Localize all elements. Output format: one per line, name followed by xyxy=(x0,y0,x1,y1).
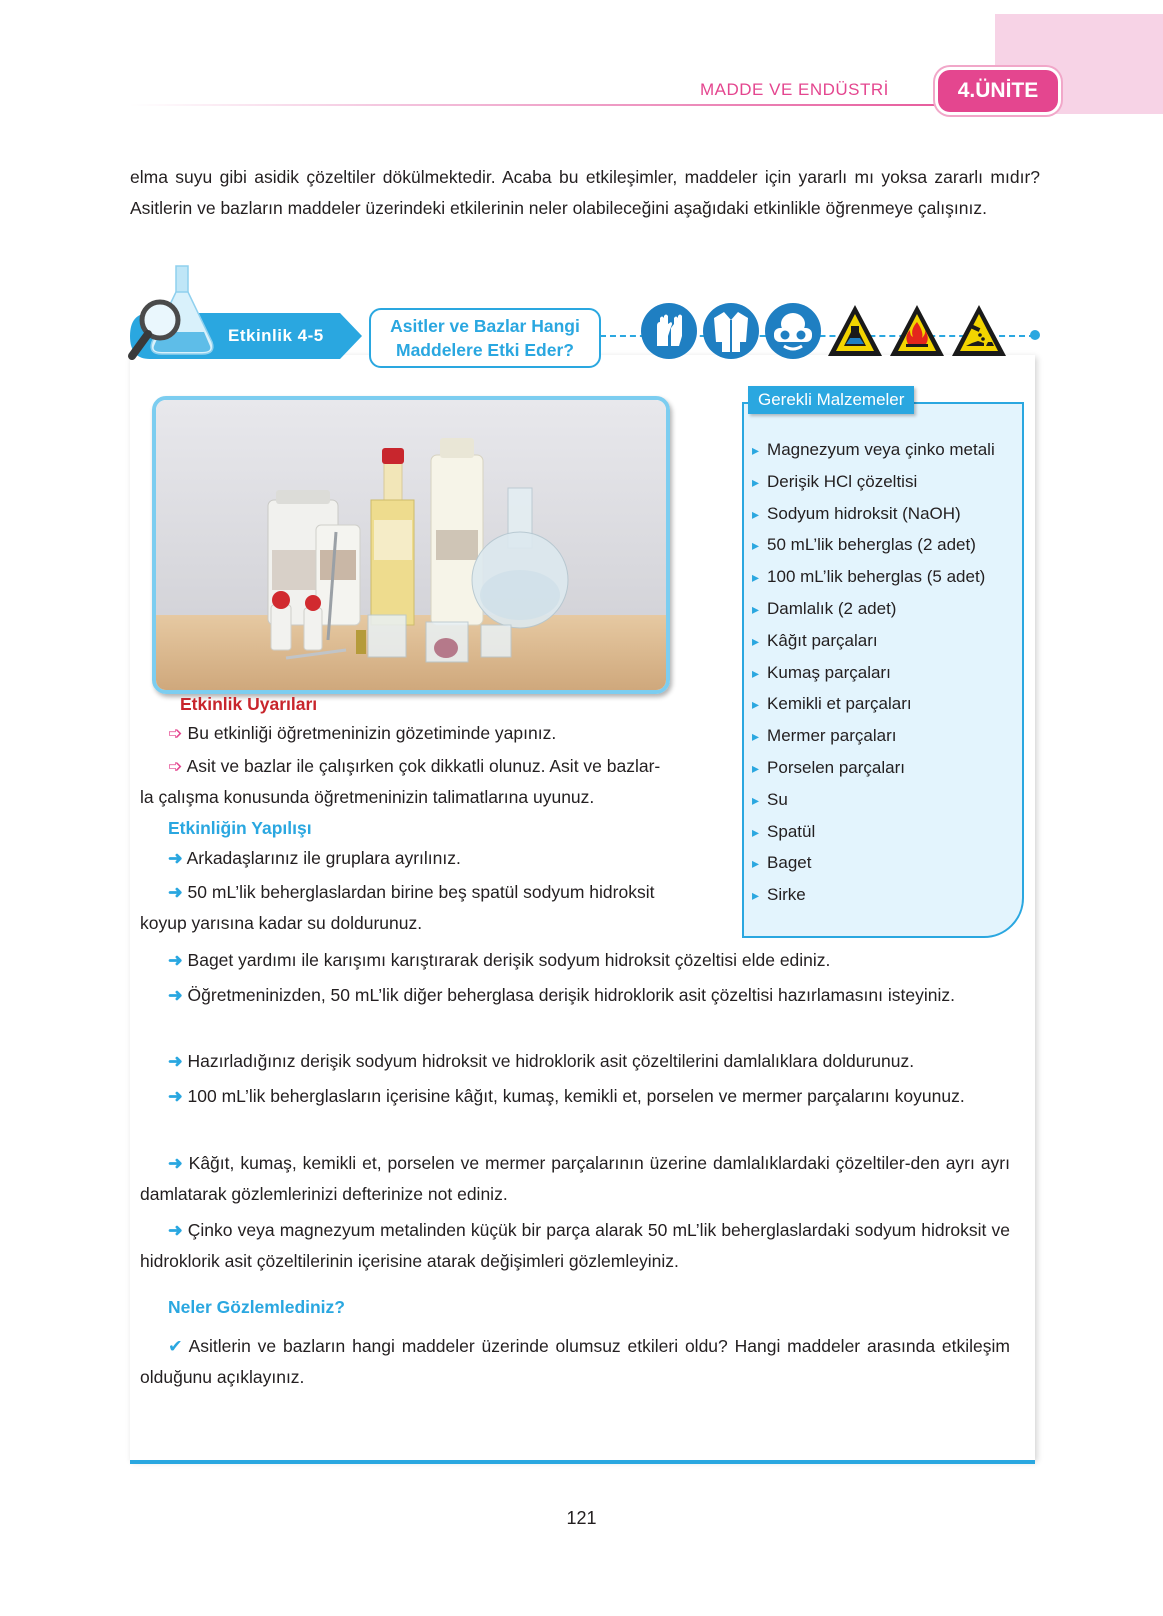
procedure-step: ➜ Baget yardımı ile karışımı karıştırarak derişik sodyum hidroksit çözeltisi elde ediniz. xyxy=(168,950,831,970)
materials-item: ▸ 50 mL’lik beherglas (2 adet) xyxy=(752,529,995,561)
lab-materials-photo xyxy=(152,396,670,694)
materials-item: ▸ Su xyxy=(752,784,995,816)
observation-question: ✔ Asitlerin ve bazların hangi maddeler üzerinde olumsuz etkileri oldu? Hangi maddeler arasında etkileşim olduğunu açıklayınız. xyxy=(140,1336,1010,1387)
materials-item: ▸ Sirke xyxy=(752,879,995,911)
warning-item xyxy=(168,751,660,782)
materials-item: ▸ 100 mL’lik beherglas (5 adet) xyxy=(752,561,995,593)
arrow-right-icon: ➜ xyxy=(168,950,183,970)
procedure-heading: Etkinliğin Yapılışı xyxy=(168,818,312,838)
procedure-step: ➜ Arkadaşlarınız ile gruplara ayrılınız. xyxy=(168,848,461,868)
pointing-hand-icon: ➩ xyxy=(168,756,183,776)
warning-continuation: la çalışma konusunda öğretmeninizin talimatlarına uyunuz. xyxy=(140,787,595,807)
procedure-step: ➜ Kâğıt, kumaş, kemikli et, porselen ve mermer parçalarının üzerine damlalıklardaki çözeltiler-den ayrı ayrı damlatarak gözlemlerinizi defterinize not ediniz. xyxy=(140,1153,1010,1204)
activity-title-line2: Maddelere Etki Eder? xyxy=(396,340,574,360)
materials-item: ▸ Sodyum hidroksit (NaOH) xyxy=(752,498,995,530)
panel-bottom-rule xyxy=(130,1460,1035,1464)
procedure-step-continuation: koyup yarısına kadar su doldurunuz. xyxy=(140,913,423,933)
materials-list xyxy=(752,434,995,911)
observation-heading: Neler Gözlemlediniz? xyxy=(168,1297,345,1317)
magnifier-flask-icon xyxy=(124,262,220,366)
banner-dot xyxy=(1030,330,1040,340)
procedure-step: ➜ Çinko veya magnezyum metalinden küçük bir parça alarak 50 mL’lik beherglaslardaki sodyum hidroksit ve hidroklorik asit çözeltilerinin içerisine atarak değişimleri gözlemleyiniz. xyxy=(140,1220,1010,1271)
arrow-right-icon: ➜ xyxy=(168,1086,183,1106)
arrow-right-icon: ➜ xyxy=(168,882,183,902)
header-rule xyxy=(130,104,1060,106)
warning-text: Bu etkinliği öğretmeninizin gözetiminde yapınız. xyxy=(187,723,557,743)
activity-title xyxy=(369,308,601,368)
materials-item: ▸ Spatül xyxy=(752,816,995,848)
materials-item: ▸ Kumaş parçaları xyxy=(752,657,995,689)
unit-badge: 4.ÜNİTE xyxy=(938,70,1058,112)
procedure-step: ➜ Öğretmeninizden, 50 mL’lik diğer beherglasa derişik hidroklorik asit çözeltisi hazırlamasını isteyiniz. xyxy=(168,985,955,1005)
checkmark-icon: ✔ xyxy=(168,1336,183,1356)
gloves-icon xyxy=(640,302,698,360)
materials-item: ▸ Baget xyxy=(752,847,995,879)
arrow-right-icon: ➜ xyxy=(168,985,183,1005)
materials-item: ▸ Kemikli et parçaları xyxy=(752,688,995,720)
materials-item: ▸ Damlalık (2 adet) xyxy=(752,593,995,625)
arrow-right-icon: ➜ xyxy=(168,1051,183,1071)
materials-item: ▸ Derişik HCl çözeltisi xyxy=(752,466,995,498)
pointing-hand-icon: ➩ xyxy=(168,723,183,743)
materials-item: ▸ Magnezyum veya çinko metali xyxy=(752,434,995,466)
procedure-step: ➜ Hazırladığınız derişik sodyum hidroksit ve hidroklorik asit çözeltilerini damlalıklara doldurunuz. xyxy=(168,1051,915,1071)
arrow-right-icon: ➜ xyxy=(168,1220,183,1240)
page-number: 121 xyxy=(566,1508,597,1528)
materials-item: ▸ Mermer parçaları xyxy=(752,720,995,752)
lab-coat-icon xyxy=(702,302,760,360)
materials-header: Gerekli Malzemeler xyxy=(748,386,914,414)
warning-item xyxy=(168,718,556,749)
arrow-right-icon: ➜ xyxy=(168,1153,183,1173)
activity-label: Etkinlik 4-5 xyxy=(228,326,324,345)
arrow-right-icon: ➜ xyxy=(168,848,183,868)
procedure-step: ➜ 50 mL’lik beherglaslardan birine beş spatül sodyum hidroksit xyxy=(168,882,655,902)
activity-title-line1: Asitler ve Bazlar Hangi xyxy=(390,316,580,336)
goggles-icon xyxy=(764,302,822,360)
materials-item: ▸ Porselen parçaları xyxy=(752,752,995,784)
corrosive-warning-icon xyxy=(950,302,1008,360)
unit-name: MADDE VE ENDÜSTRİ xyxy=(700,80,889,99)
toxic-warning-icon xyxy=(826,302,884,360)
warnings-heading: Etkinlik Uyarıları xyxy=(180,694,318,714)
procedure-step: ➜ 100 mL’lik beherglasların içerisine kâğıt, kumaş, kemikli et, porselen ve mermer parçalarını koyunuz. xyxy=(168,1086,965,1106)
intro-paragraph: elma suyu gibi asidik çözeltiler dökülmektedir. Acaba bu etkileşimler, maddeler için yararlı mı yoksa zararlı mıdır? Asitlerin ve bazların maddeler üzerindeki etkilerinin neler olabileceğini aşağıdaki etkinlikle öğrenmeye çalışınız. xyxy=(130,167,1040,218)
warning-text: Asit ve bazlar ile çalışırken çok dikkatli olunuz. Asit ve bazlar- xyxy=(186,756,661,776)
flammable-warning-icon xyxy=(888,302,946,360)
materials-item: ▸ Kâğıt parçaları xyxy=(752,625,995,657)
